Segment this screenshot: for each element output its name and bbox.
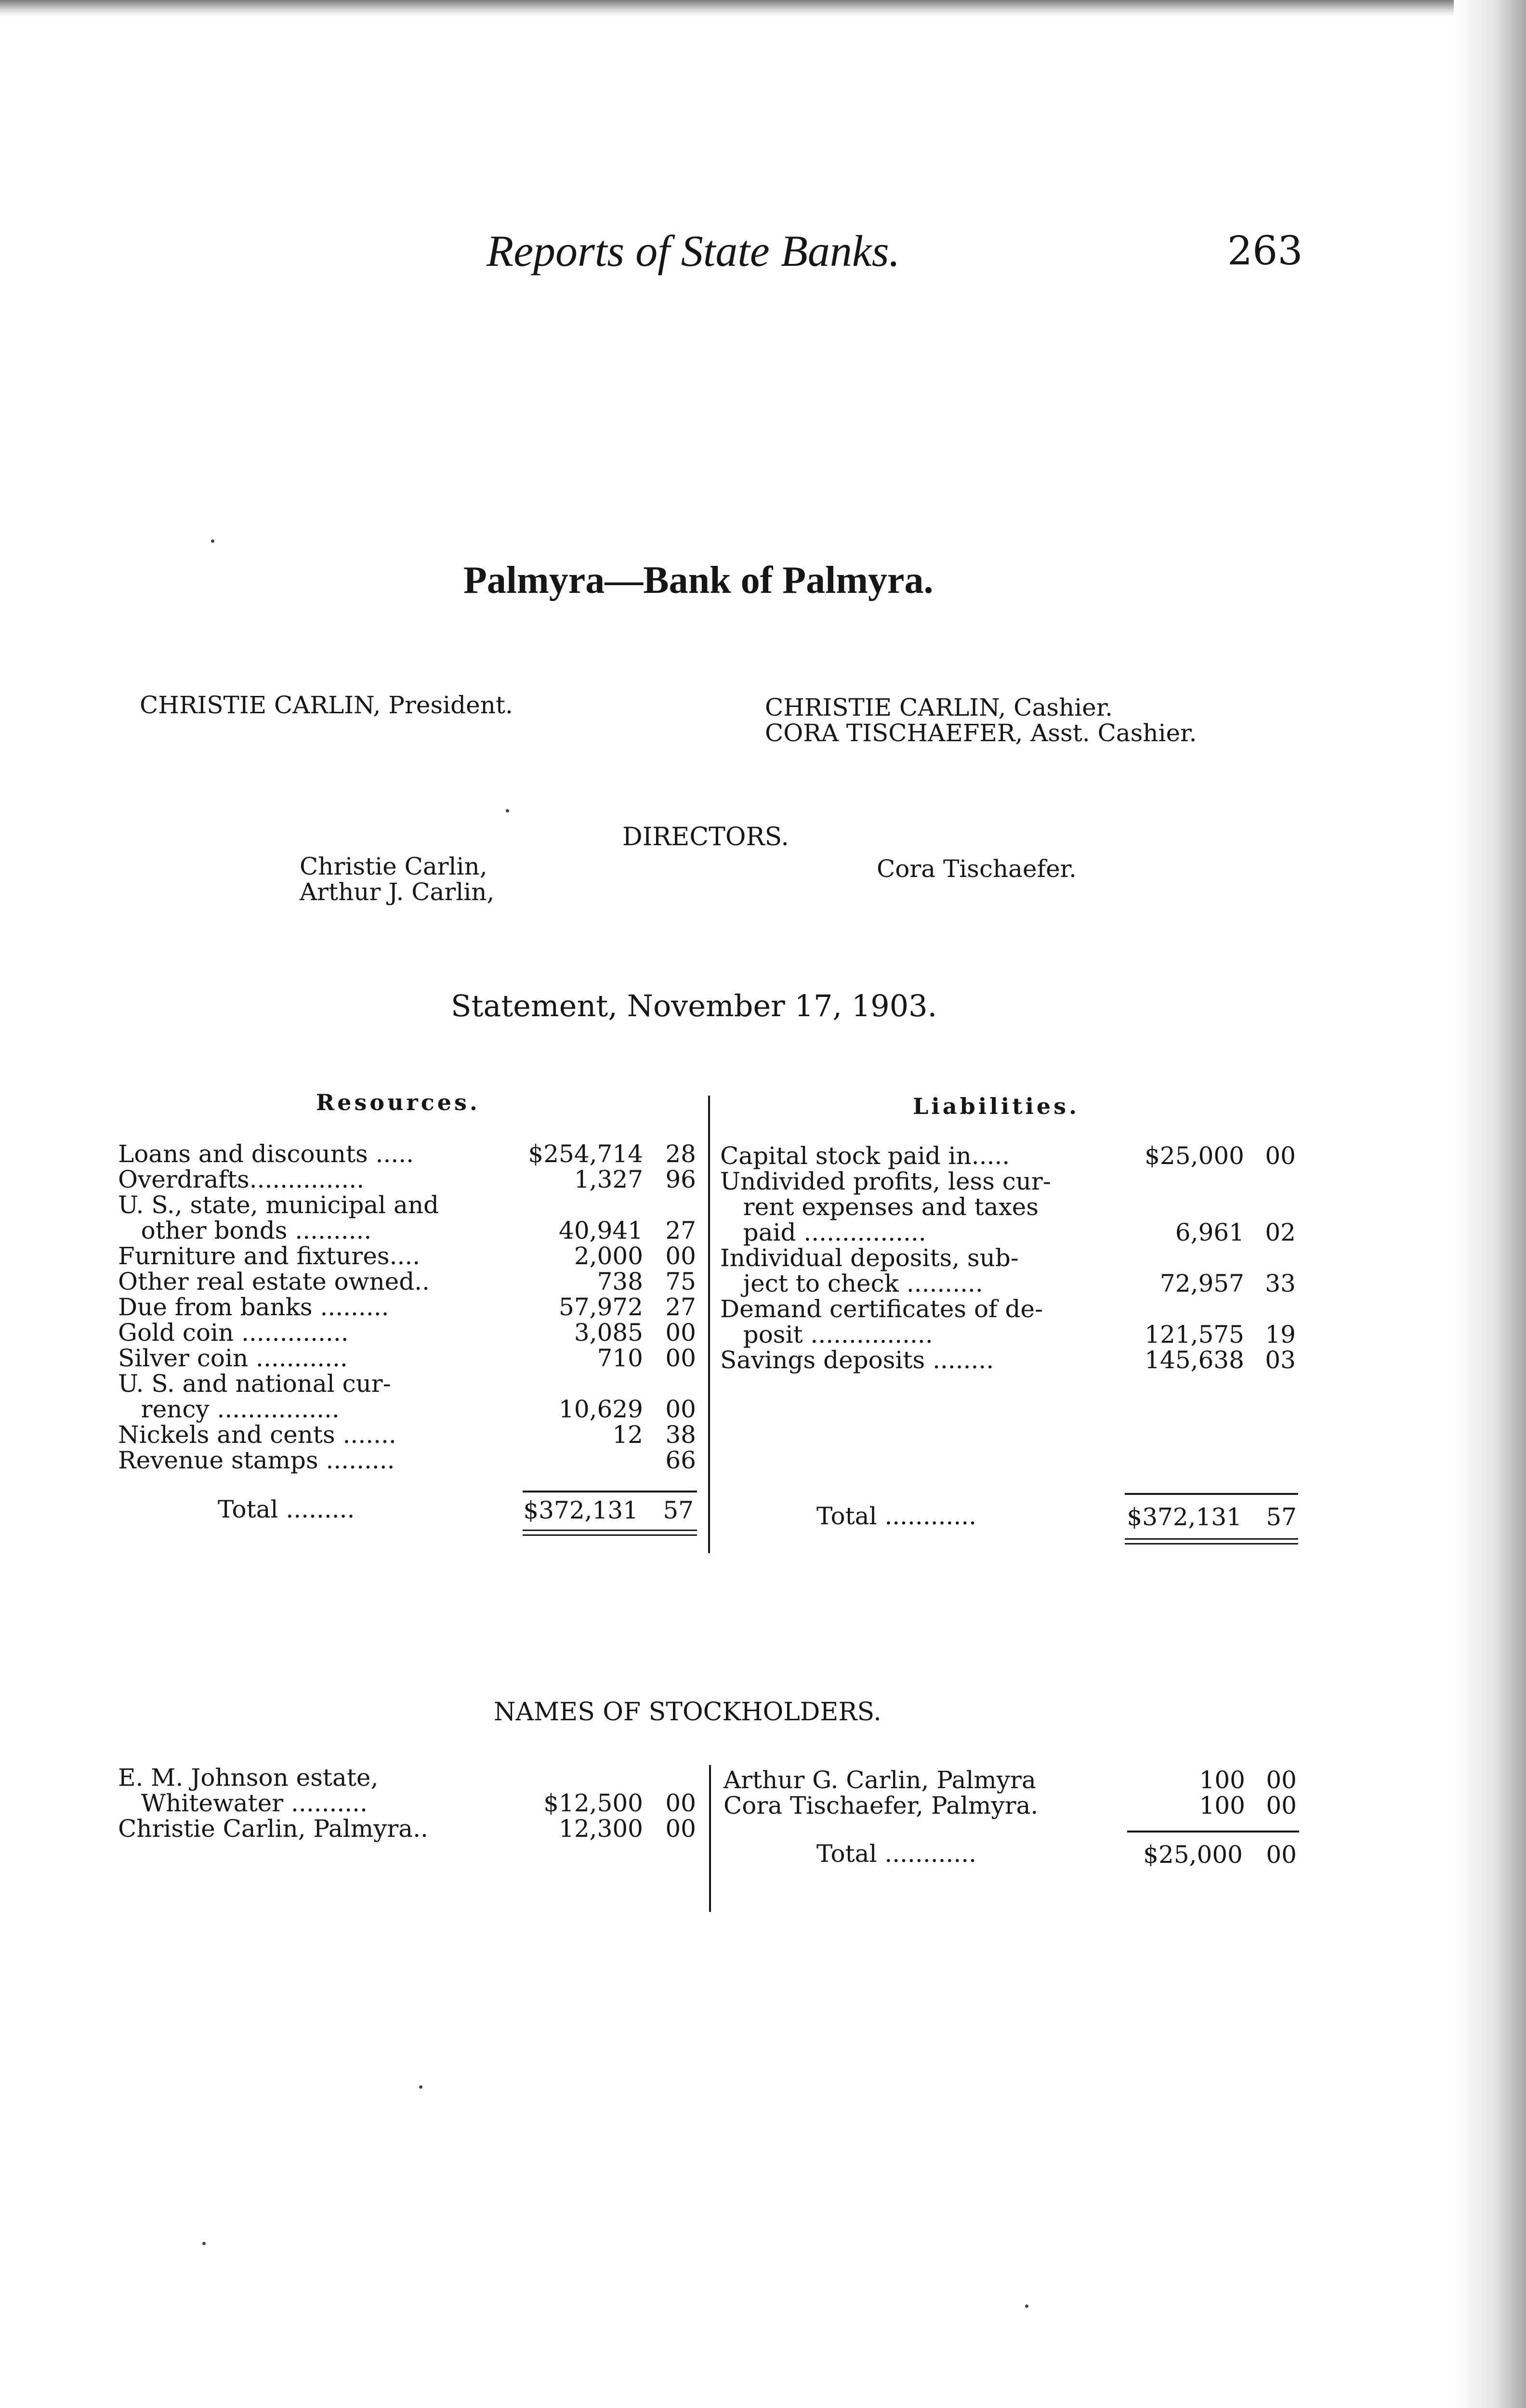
directors-heading: DIRECTORS. bbox=[622, 823, 789, 851]
item-cents: 27 bbox=[665, 1293, 696, 1321]
director-name: Christie Carlin, bbox=[300, 852, 487, 880]
item-dollars: 12 bbox=[612, 1421, 643, 1449]
stockholder-cents: 00 bbox=[1266, 1792, 1297, 1819]
table-row bbox=[118, 1320, 698, 1346]
table-row bbox=[118, 1765, 698, 1791]
item-dollars: 6,961 bbox=[1175, 1218, 1244, 1246]
stockholder-label: Arthur G. Carlin, Palmyra bbox=[724, 1766, 1036, 1794]
item-dollars: 145,638 bbox=[1144, 1346, 1244, 1374]
resources-total-rule bbox=[523, 1491, 697, 1492]
director-name: Cora Tischaefer. bbox=[877, 855, 1077, 883]
stockholder-dollars: 100 bbox=[1199, 1766, 1245, 1794]
item-label: Savings deposits ........ bbox=[720, 1346, 994, 1374]
statement-column-divider bbox=[708, 1096, 710, 1553]
stockholders-left-table bbox=[118, 1765, 698, 1842]
table-row bbox=[720, 1296, 1298, 1322]
liabilities-total-rule bbox=[1125, 1493, 1298, 1495]
liabilities-total-dollars: $372,131 bbox=[1127, 1503, 1242, 1531]
resources-total-dollars: $372,131 bbox=[523, 1496, 638, 1524]
table-row bbox=[118, 1422, 698, 1448]
item-cents: 28 bbox=[665, 1140, 696, 1168]
stockholders-total-dollars: $25,000 bbox=[1143, 1841, 1243, 1869]
item-cents: 27 bbox=[665, 1217, 696, 1244]
item-dollars: 10,629 bbox=[559, 1395, 643, 1423]
scan-speck bbox=[506, 809, 509, 812]
item-label: U. S. and national cur- bbox=[118, 1370, 391, 1398]
item-label: Nickels and cents ....... bbox=[118, 1421, 396, 1449]
statement-title: Statement, November 17, 1903. bbox=[451, 988, 937, 1023]
page-number: 263 bbox=[1227, 228, 1303, 274]
stockholder-dollars: 12,300 bbox=[559, 1815, 643, 1843]
table-row bbox=[720, 1245, 1298, 1271]
bank-title: Palmyra—Bank of Palmyra. bbox=[463, 559, 934, 602]
item-cents: 00 bbox=[1265, 1142, 1296, 1170]
item-cents: 19 bbox=[1265, 1321, 1296, 1348]
table-row bbox=[118, 1192, 698, 1218]
item-cents: 00 bbox=[665, 1344, 696, 1372]
item-label: Furniture and fixtures.... bbox=[118, 1242, 421, 1270]
table-row bbox=[118, 1346, 698, 1371]
liabilities-total-label: Total ............ bbox=[816, 1502, 977, 1530]
item-cents: 75 bbox=[665, 1268, 696, 1296]
item-dollars: 710 bbox=[597, 1344, 643, 1372]
item-cents: 03 bbox=[1265, 1346, 1296, 1374]
liabilities-table bbox=[720, 1143, 1298, 1373]
stockholder-label: Christie Carlin, Palmyra.. bbox=[118, 1815, 428, 1843]
stockholders-column-divider bbox=[709, 1765, 711, 1912]
table-row bbox=[118, 1218, 698, 1243]
item-cents: 00 bbox=[665, 1395, 696, 1423]
item-label: Due from banks ......... bbox=[118, 1293, 389, 1321]
item-label: posit ................ bbox=[720, 1321, 933, 1348]
table-row bbox=[118, 1371, 698, 1397]
resources-double-rule-top bbox=[523, 1530, 697, 1531]
stockholders-total-rule bbox=[1127, 1831, 1299, 1832]
item-cents: 66 bbox=[665, 1446, 696, 1474]
scan-speck bbox=[419, 2085, 422, 2089]
resources-double-rule-bottom bbox=[523, 1534, 697, 1536]
director-name: Arthur J. Carlin, bbox=[300, 878, 495, 906]
resources-heading: Resources. bbox=[316, 1089, 480, 1115]
item-label: Overdrafts............... bbox=[118, 1165, 365, 1193]
table-row bbox=[720, 1169, 1298, 1194]
item-dollars: 738 bbox=[597, 1268, 643, 1296]
table-row bbox=[720, 1348, 1298, 1373]
table-row bbox=[724, 1793, 1299, 1819]
item-dollars: $254,714 bbox=[528, 1140, 643, 1168]
item-label: Gold coin .............. bbox=[118, 1319, 349, 1347]
scan-top-edge bbox=[0, 0, 1526, 16]
stockholder-cents: 00 bbox=[1266, 1766, 1297, 1794]
stockholder-cents: 00 bbox=[665, 1789, 696, 1817]
scan-right-edge bbox=[1454, 0, 1526, 2408]
running-header-title: Reports of State Banks. bbox=[487, 226, 900, 275]
table-row bbox=[118, 1448, 698, 1473]
officer-president: CHRISTIE CARLIN, President. bbox=[140, 691, 513, 719]
table-row bbox=[118, 1141, 698, 1167]
table-row bbox=[118, 1397, 698, 1422]
item-label: U. S., state, municipal and bbox=[118, 1191, 439, 1219]
liabilities-double-rule-bottom bbox=[1125, 1543, 1298, 1544]
item-dollars: 3,085 bbox=[574, 1319, 643, 1347]
item-dollars: 2,000 bbox=[574, 1242, 643, 1270]
resources-total-cents: 57 bbox=[663, 1496, 694, 1524]
item-label: Other real estate owned.. bbox=[118, 1268, 430, 1296]
stockholders-total-cents: 00 bbox=[1266, 1841, 1297, 1869]
table-row bbox=[720, 1220, 1298, 1245]
item-label: paid ................ bbox=[720, 1218, 926, 1246]
scan-speck bbox=[211, 539, 214, 543]
item-label: Revenue stamps ......... bbox=[118, 1446, 395, 1474]
item-label: Loans and discounts ..... bbox=[118, 1140, 414, 1168]
table-row bbox=[118, 1816, 698, 1842]
stockholder-dollars: 100 bbox=[1199, 1792, 1245, 1819]
table-row bbox=[720, 1194, 1298, 1220]
item-dollars: 72,957 bbox=[1160, 1269, 1244, 1297]
table-row bbox=[118, 1295, 698, 1320]
item-label: ject to check .......... bbox=[720, 1269, 983, 1297]
table-row bbox=[118, 1243, 698, 1269]
officer-asst-cashier: CORA TISCHAEFER, Asst. Cashier. bbox=[765, 719, 1197, 747]
item-cents: 00 bbox=[665, 1319, 696, 1347]
table-row bbox=[724, 1767, 1299, 1793]
officer-cashier: CHRISTIE CARLIN, Cashier. bbox=[765, 694, 1113, 721]
liabilities-heading: Liabilities. bbox=[913, 1093, 1080, 1119]
item-label: rency ................ bbox=[118, 1395, 340, 1423]
table-row bbox=[118, 1791, 698, 1816]
item-label: Individual deposits, sub- bbox=[720, 1244, 1019, 1272]
scan-speck bbox=[202, 2242, 206, 2245]
stockholders-right-table bbox=[724, 1767, 1299, 1819]
resources-total-label: Total ......... bbox=[218, 1495, 355, 1523]
item-dollars: 1,327 bbox=[574, 1165, 643, 1193]
stockholder-label: Whitewater .......... bbox=[118, 1789, 368, 1817]
item-label: rent expenses and taxes bbox=[720, 1193, 1039, 1221]
stockholder-label: Cora Tischaefer, Palmyra. bbox=[724, 1792, 1039, 1819]
item-label: other bonds .......... bbox=[118, 1217, 372, 1244]
scan-speck bbox=[1025, 2304, 1028, 2308]
item-dollars: $25,000 bbox=[1144, 1142, 1244, 1170]
stockholders-heading: NAMES OF STOCKHOLDERS. bbox=[494, 1698, 881, 1727]
item-label: Undivided profits, less cur- bbox=[720, 1167, 1051, 1195]
table-row bbox=[118, 1269, 698, 1295]
item-dollars: 40,941 bbox=[559, 1217, 643, 1244]
item-label: Capital stock paid in..... bbox=[720, 1142, 1010, 1170]
stockholders-total-label: Total ............ bbox=[816, 1840, 977, 1868]
resources-table bbox=[118, 1141, 698, 1473]
item-dollars: 57,972 bbox=[559, 1293, 643, 1321]
table-row bbox=[720, 1271, 1298, 1296]
table-row bbox=[118, 1167, 698, 1192]
item-cents: 33 bbox=[1265, 1269, 1296, 1297]
item-cents: 00 bbox=[665, 1242, 696, 1270]
stockholder-dollars: $12,500 bbox=[543, 1789, 643, 1817]
table-row bbox=[720, 1322, 1298, 1348]
table-row bbox=[720, 1143, 1298, 1169]
item-label: Silver coin ............ bbox=[118, 1344, 348, 1372]
liabilities-double-rule-top bbox=[1125, 1538, 1298, 1540]
stockholder-label: E. M. Johnson estate, bbox=[118, 1764, 379, 1792]
stockholder-cents: 00 bbox=[665, 1815, 696, 1843]
item-cents: 96 bbox=[665, 1165, 696, 1193]
item-label: Demand certificates of de- bbox=[720, 1295, 1043, 1323]
item-cents: 38 bbox=[665, 1421, 696, 1449]
liabilities-total-cents: 57 bbox=[1266, 1503, 1297, 1531]
item-dollars: 121,575 bbox=[1144, 1321, 1244, 1348]
item-cents: 02 bbox=[1265, 1218, 1296, 1246]
